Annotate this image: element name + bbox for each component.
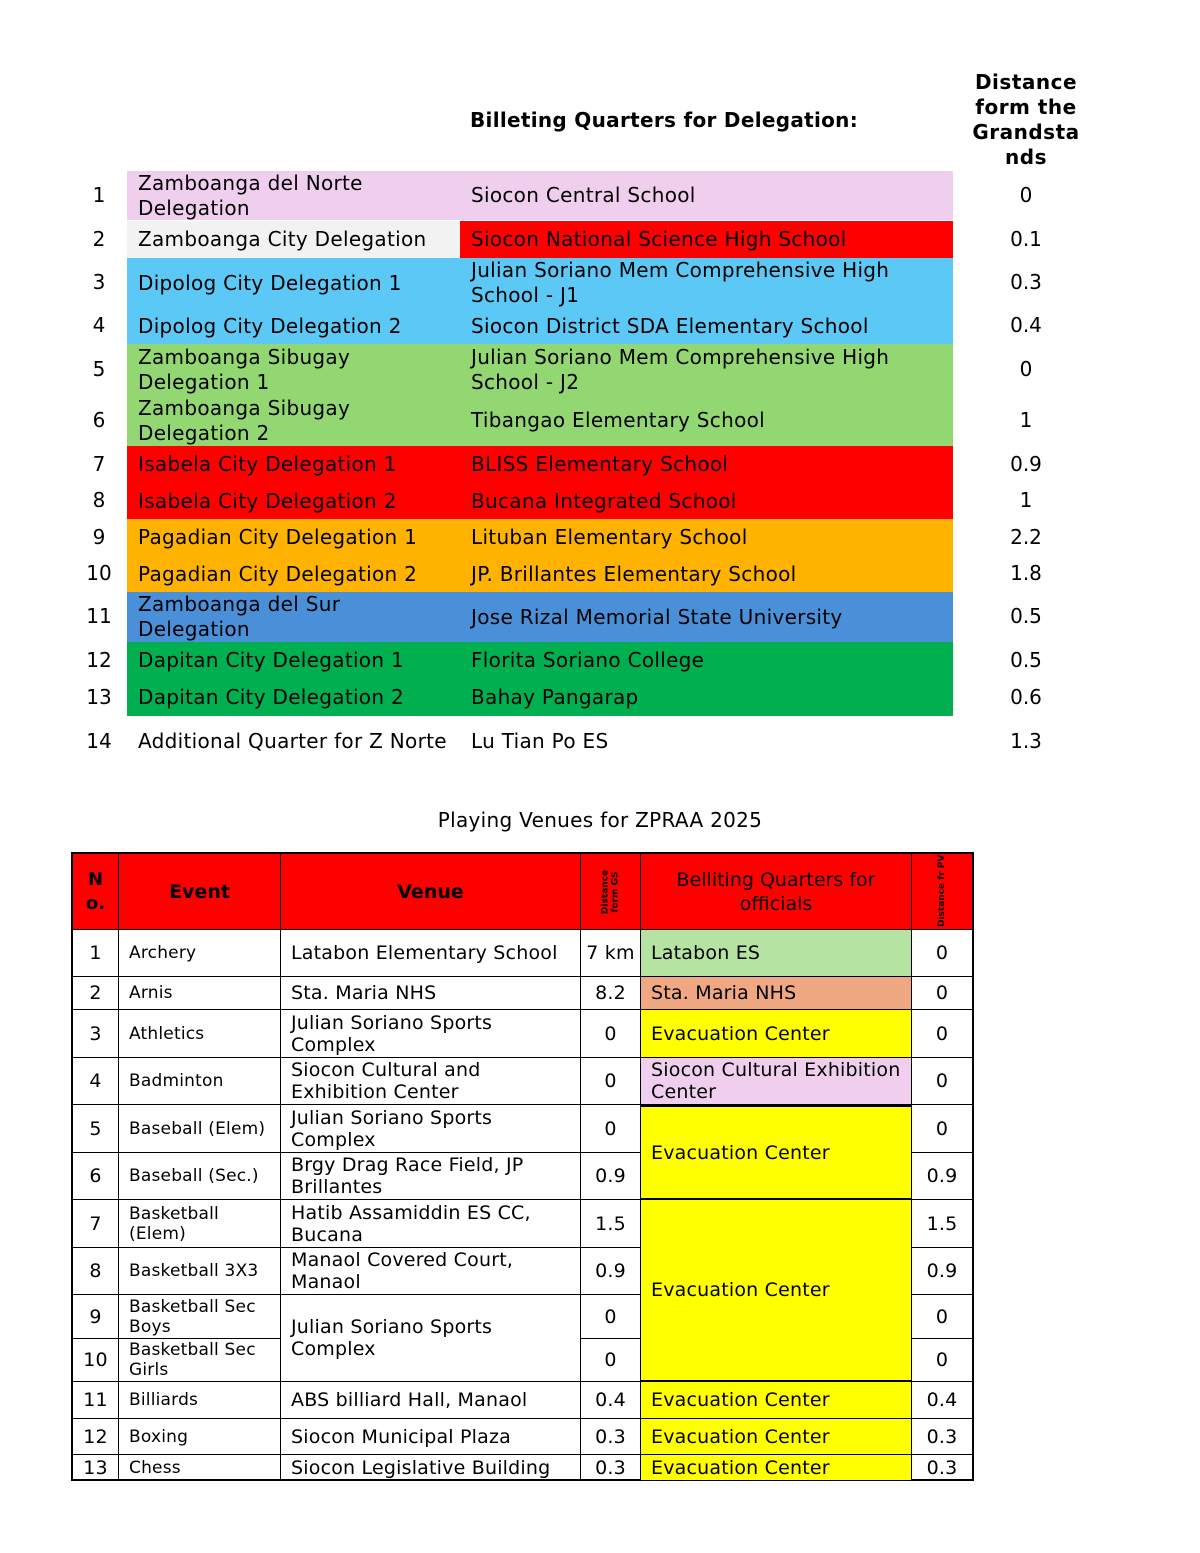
delegation-name: Isabela City Delegation 2	[138, 488, 397, 513]
distance-pv: 0.3	[912, 1455, 974, 1481]
event-name: Billiards	[119, 1382, 281, 1419]
officials-quarters: Evacuation Center	[641, 1200, 912, 1382]
header-distance-pv: Distance fr PV	[912, 852, 974, 930]
row-number: 8	[71, 1248, 119, 1295]
distance-gs: 0	[581, 1058, 641, 1105]
row-number: 4	[92, 313, 106, 337]
delegation-name: Zamboanga Sibugay Delegation 2	[138, 395, 351, 445]
distance-value: 0.9	[1010, 452, 1042, 476]
row-number: 13	[86, 685, 112, 709]
row-number: 2	[71, 977, 119, 1010]
venue-name: Julian Soriano Sports Complex	[281, 1010, 581, 1058]
event-name: Boxing	[119, 1419, 281, 1455]
billeting-quarters: Julian Soriano Mem Comprehensive High School - J2	[471, 344, 890, 394]
distance-grandstands-header	[960, 70, 1092, 170]
row-number: 9	[71, 1295, 119, 1339]
row-number: 3	[71, 1010, 119, 1058]
event-name: Athletics	[119, 1010, 281, 1058]
officials-quarters: Evacuation Center	[641, 1419, 912, 1455]
billeting-row	[0, 519, 1200, 556]
event-name: Basketball Sec Girls	[119, 1339, 281, 1382]
distance-gs: 0.3	[581, 1455, 641, 1481]
billeting-row	[0, 592, 1200, 642]
venue-name: Hatib Assamiddin ES CC, Bucana	[281, 1200, 581, 1248]
distance-gs: 1.5	[581, 1200, 641, 1248]
distance-pv: 0	[912, 1295, 974, 1339]
billeting-row	[0, 344, 1200, 395]
venue-name: Manaol Covered Court, Manaol	[281, 1248, 581, 1295]
delegation-name: Zamboanga Sibugay Delegation 1	[138, 344, 351, 394]
delegation-name: Pagadian City Delegation 2	[138, 561, 418, 586]
row-number: 11	[86, 604, 112, 628]
distance-pv: 1.5	[912, 1200, 974, 1248]
billeting-quarters: Jose Rizal Memorial State University	[471, 604, 843, 629]
officials-quarters: Evacuation Center	[641, 1382, 912, 1419]
billeting-row	[0, 446, 1200, 483]
distance-pv: 0	[912, 1105, 974, 1153]
delegation-name: Dipolog City Delegation 2	[138, 313, 402, 338]
delegation-name: Dapitan City Delegation 2	[138, 685, 405, 709]
billeting-row	[0, 308, 1200, 344]
distance-value: 1.8	[1010, 561, 1042, 585]
billeting-title: Billeting Quarters for Delegation:	[470, 108, 859, 132]
row-number: 8	[92, 488, 106, 512]
venue-name: Sta. Maria NHS	[281, 977, 581, 1010]
delegation-name: Pagadian City Delegation 1	[138, 525, 418, 549]
venues-table	[71, 852, 974, 1481]
billeting-quarters: Lu Tian Po ES	[471, 729, 609, 753]
header-venue: Venue	[281, 852, 581, 930]
distance-gs: 0.3	[581, 1419, 641, 1455]
distance-value: 0.5	[1010, 648, 1042, 672]
billeting-row	[0, 221, 1200, 258]
distance-pv: 0	[912, 977, 974, 1010]
venue-name: Siocon Municipal Plaza	[281, 1419, 581, 1455]
distance-gs: 8.2	[581, 977, 641, 1010]
distance-gs: 7 km	[581, 930, 641, 977]
row-number: 1	[92, 183, 106, 207]
billeting-quarters: Siocon National Science High School	[471, 227, 847, 251]
distance-value: 0	[1019, 357, 1033, 381]
officials-quarters: Evacuation Center	[641, 1010, 912, 1058]
billeting-quarters: Julian Soriano Mem Comprehensive High School - J1	[471, 258, 890, 307]
row-number: 10	[71, 1339, 119, 1382]
distance-gs: 0.9	[581, 1153, 641, 1200]
distance-header-line: form the	[975, 95, 1077, 119]
event-name: Badminton	[119, 1058, 281, 1105]
venue-name: Julian Soriano Sports Complex	[281, 1295, 581, 1382]
officials-quarters: Evacuation Center	[641, 1105, 912, 1200]
officials-quarters: Siocon Cultural Exhibition Center	[641, 1058, 912, 1105]
venue-name: Julian Soriano Sports Complex	[281, 1105, 581, 1153]
distance-value: 0.3	[1010, 270, 1042, 294]
distance-pv: 0.4	[912, 1382, 974, 1419]
event-name: Basketball Sec Boys	[119, 1295, 281, 1339]
billeting-quarters: Siocon District SDA Elementary School	[471, 313, 869, 338]
billeting-row	[0, 171, 1200, 220]
distance-value: 0.4	[1010, 313, 1042, 337]
row-number: 3	[92, 270, 106, 294]
distance-pv: 0.9	[912, 1153, 974, 1200]
row-number: 5	[71, 1105, 119, 1153]
distance-gs: 0	[581, 1295, 641, 1339]
row-number: 7	[71, 1200, 119, 1248]
row-number: 1	[71, 930, 119, 977]
event-name: Basketball 3X3	[119, 1248, 281, 1295]
delegation-name: Additional Quarter for Z Norte	[138, 729, 447, 753]
billeting-quarters: Tibangao Elementary School	[471, 408, 766, 432]
event-name: Baseball (Sec.)	[119, 1153, 281, 1200]
billeting-row	[0, 483, 1200, 519]
officials-quarters: Sta. Maria NHS	[641, 977, 912, 1010]
delegation-name: Zamboanga del Norte Delegation	[138, 170, 363, 220]
distance-gs: 0.4	[581, 1382, 641, 1419]
billeting-quarters: Bucana Integrated School	[471, 488, 737, 513]
distance-gs: 0.9	[581, 1248, 641, 1295]
header-officials-quarters: Belliting Quarters for officials	[641, 852, 912, 930]
distance-pv: 0	[912, 930, 974, 977]
distance-value: 0.5	[1010, 604, 1042, 628]
venue-name: Siocon Cultural and Exhibition Center	[281, 1058, 581, 1105]
billeting-quarters: Lituban Elementary School	[471, 525, 748, 549]
delegation-name: Dipolog City Delegation 1	[138, 270, 402, 295]
billeting-quarters: BLISS Elementary School	[471, 452, 729, 476]
delegation-name: Zamboanga del Sur Delegation	[138, 592, 341, 641]
delegation-name: Zamboanga City Delegation	[138, 227, 427, 251]
distance-gs: 0	[581, 1010, 641, 1058]
row-number: 9	[92, 525, 106, 549]
header-event: Event	[119, 852, 281, 930]
distance-pv: 0	[912, 1058, 974, 1105]
row-number: 6	[92, 408, 106, 432]
venues-title: Playing Venues for ZPRAA 2025	[437, 808, 763, 832]
row-number: 5	[92, 357, 106, 381]
event-name: Arnis	[119, 977, 281, 1010]
billeting-row	[0, 716, 1200, 767]
venue-name: Latabon Elementary School	[281, 930, 581, 977]
row-number: 2	[92, 227, 106, 251]
billeting-row	[0, 679, 1200, 716]
row-number: 4	[71, 1058, 119, 1105]
distance-header-line: Distance	[974, 70, 1078, 94]
distance-value: 1.3	[1010, 729, 1042, 753]
event-name: Archery	[119, 930, 281, 977]
officials-quarters: Latabon ES	[641, 930, 912, 977]
distance-value: 2.2	[1010, 525, 1042, 549]
venue-name: ABS billiard Hall, Manaol	[281, 1382, 581, 1419]
distance-pv: 0.3	[912, 1419, 974, 1455]
header-no: N o.	[71, 852, 119, 930]
venue-name: Siocon Legislative Building	[281, 1455, 581, 1481]
officials-quarters: Evacuation Center	[641, 1455, 912, 1481]
billeting-row	[0, 395, 1200, 446]
billeting-row	[0, 258, 1200, 308]
billeting-quarters: Florita Soriano College	[471, 648, 705, 672]
event-name: Chess	[119, 1455, 281, 1481]
distance-value: 0.6	[1010, 685, 1042, 709]
row-number: 12	[86, 648, 112, 672]
row-number: 11	[71, 1382, 119, 1419]
venue-name: Brgy Drag Race Field, JP Brillantes	[281, 1153, 581, 1200]
billeting-quarters: Siocon Central School	[471, 183, 696, 207]
row-number: 13	[71, 1455, 119, 1481]
distance-pv: 0	[912, 1010, 974, 1058]
delegation-name: Isabela City Delegation 1	[138, 452, 397, 476]
billeting-quarters: JP. Brillantes Elementary School	[471, 561, 797, 586]
billeting-row	[0, 642, 1200, 679]
row-number: 7	[92, 452, 106, 476]
distance-gs: 0	[581, 1339, 641, 1382]
row-number: 6	[71, 1153, 119, 1200]
event-name: Basketball (Elem)	[119, 1200, 281, 1248]
header-distance-gs: Distance form GS	[581, 852, 641, 930]
delegation-name: Dapitan City Delegation 1	[138, 648, 405, 672]
distance-header-line: nds	[1005, 145, 1047, 169]
distance-gs: 0	[581, 1105, 641, 1153]
distance-value: 0.1	[1010, 227, 1042, 251]
billeting-row	[0, 556, 1200, 592]
billeting-quarters: Bahay Pangarap	[471, 685, 639, 709]
distance-value: 0	[1019, 183, 1033, 207]
distance-value: 1	[1019, 488, 1033, 512]
distance-value: 1	[1019, 408, 1033, 432]
distance-pv: 0	[912, 1339, 974, 1382]
row-number: 12	[71, 1419, 119, 1455]
event-name: Baseball (Elem)	[119, 1105, 281, 1153]
row-number: 14	[86, 729, 112, 753]
row-number: 10	[86, 561, 112, 585]
distance-header-line: Grandsta	[972, 120, 1080, 144]
distance-pv: 0.9	[912, 1248, 974, 1295]
